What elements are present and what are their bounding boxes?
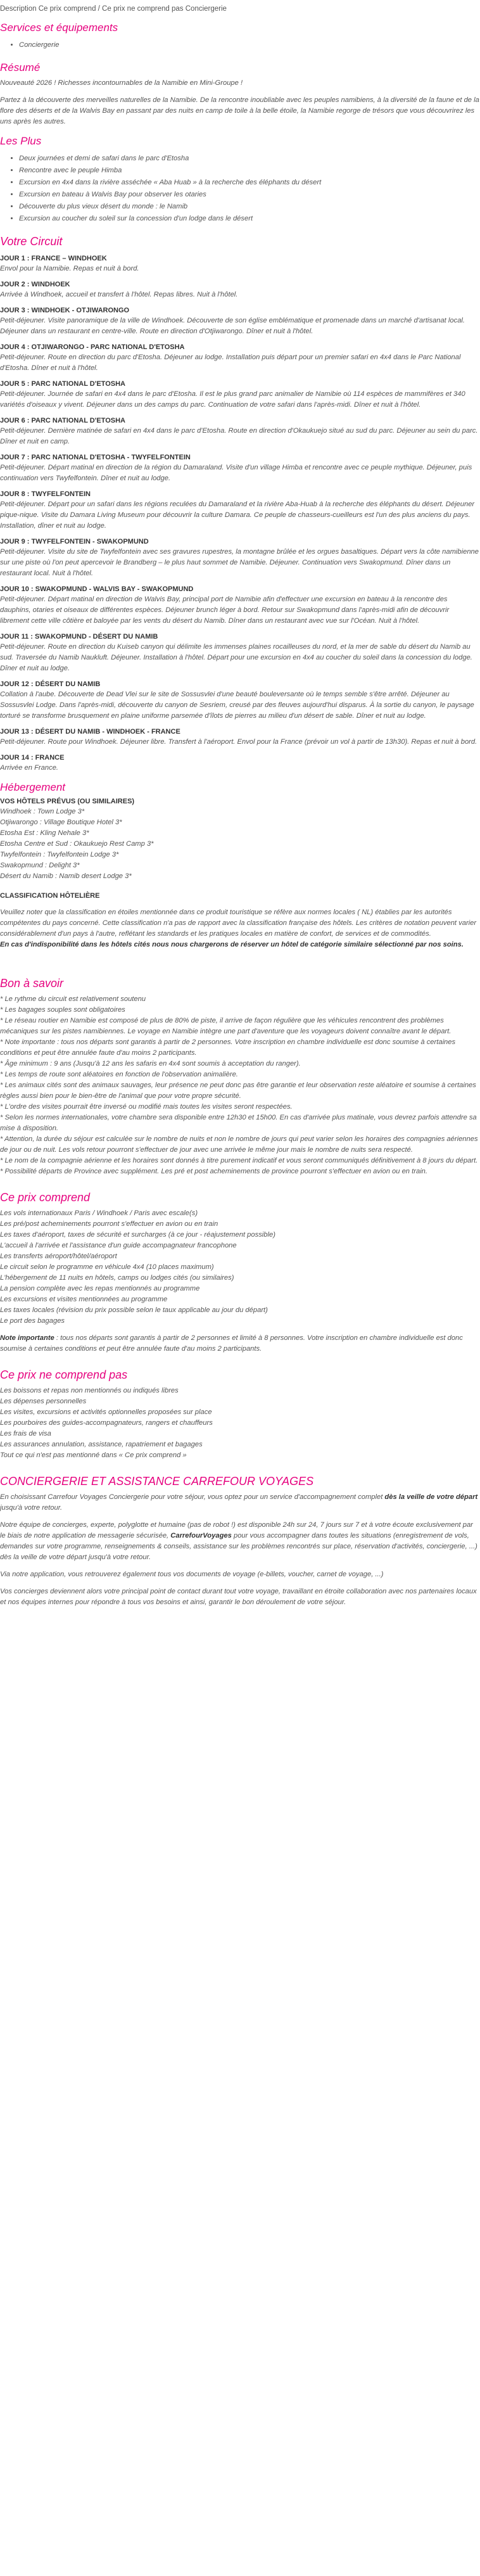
day-block [0, 454, 480, 484]
day-block [0, 255, 480, 274]
day-title: JOUR 8 : TWYFELFONTEIN [0, 490, 91, 498]
day-text: Petit-déjeuner. Route en direction du Kuiseb canyon qui délimite les immenses plaines rocailleuses du nord, et la mer de sable du désert du Namib au sud. Traversée du Namib Naukluft. Déjeuner. Installation à l'hôtel. Départ pour une excursion en 4x4 au coucher du soleil dans la concession du lodge. Dîner et nuit au lodge. [0, 643, 472, 672]
comprend-item: L'hébergement de 11 nuits en hôtels, camps ou lodges cités (ou similaires) [0, 1274, 234, 1282]
day-block [0, 728, 480, 748]
hotel-item: Windhoek : Town Lodge 3* [0, 808, 85, 815]
bon-a-savoir-item: * Note importante : tous nos départs sont garantis à partir de 2 personnes. Votre inscription en chambre individuelle est donc soumise à certaines conditions et peut être annulée faute d'au moins 2 participants. [0, 1038, 456, 1057]
ne-comprend-pas-item: Tout ce qui n'est pas mentionné dans « Ce prix comprend » [0, 1451, 187, 1459]
conciergerie-p1 [0, 1492, 480, 1514]
conciergerie-p1-c: jusqu'à votre retour. [0, 1504, 63, 1512]
hotel-item: Désert du Namib : Namib desert Lodge 3* [0, 872, 132, 880]
conciergerie-p4: Vos concierges deviennent alors votre principal point de contact durant tout votre voyage, travaillant en étroite collaboration avec nos partenaires locaux et nos équipes internes pour répondre à tous vos besoins et ainsi, garantir le bon déroulement de votre séjour. [0, 1588, 477, 1606]
conciergerie-p1-b: dès la veille de votre départ [384, 1493, 478, 1501]
day-block [0, 538, 480, 579]
resume-text [0, 78, 480, 127]
bon-a-savoir-list [0, 994, 480, 1177]
bon-a-savoir-title: Bon à savoir [0, 977, 64, 990]
hotels-list [0, 807, 480, 882]
hotel-item: Swakopmund : Delight 3* [0, 862, 80, 869]
comprend-item: La pension complète avec les repas mentionnés au programme [0, 1285, 200, 1292]
resume-line-3: Partez à la découverte des merveilles naturelles de la Namibie. De la rencontre inoubliable avec les peuples namibiens, à la diversité de la faune et de la flore des déserts et de la Walvis Bay en passant par des nuits en camp de toile à la belle étoile, la Namibie regorge de trésors que vous découvrirez les uns après les autres. [0, 96, 479, 125]
day-block [0, 680, 480, 722]
plus-title: Les Plus [0, 135, 42, 147]
comprend-item: Les transferts aéroport/hôtel/aéroport [0, 1253, 117, 1260]
bon-a-savoir-item: * Possibilité départs de Province avec supplément. Les pré et post acheminements de province pourront s'effectuer en avion ou en train. [0, 1168, 428, 1175]
ne-comprend-pas-item: Les boissons et repas non mentionnés ou indiqués libres [0, 1387, 179, 1394]
hotels-subtitle: VOS HÔTELS PRÉVUS (OU SIMILAIRES) [0, 798, 135, 805]
day-title: JOUR 10 : SWAKOPMUND - WALVIS BAY - SWAKOPMUND [0, 585, 194, 593]
day-text: Arrivée à Windhoek, accueil et transfert à l'hôtel. Repas libres. Nuit à l'hôtel. [0, 291, 238, 298]
day-title: JOUR 7 : PARC NATIONAL D'ETOSHA - TWYFELFONTEIN [0, 454, 191, 461]
conciergerie-p2-c: pour vous accompagner dans toutes les situations (enregistrement de vols, demandes sur votre programme, renseignements & conseils, assistance sur les problèmes rencontrés sur place, réservation d'activités, conciergerie, ...) dès la veille de votre départ jusqu'à votre retour. [0, 1532, 477, 1561]
day-title: JOUR 14 : FRANCE [0, 754, 65, 762]
day-title: JOUR 12 : DÉSERT DU NAMIB [0, 680, 101, 688]
day-block [0, 633, 480, 674]
ne-comprend-pas-item: Les frais de visa [0, 1430, 51, 1438]
day-text: Petit-déjeuner. Route en direction du parc d'Etosha. Déjeuner au lodge. Installation puis départ pour un premier safari en 4x4 dans le Parc National d'Etosha. Dîner et nuit à l'hôtel. [0, 354, 461, 372]
day-block [0, 380, 480, 411]
bon-a-savoir-item: * Selon les normes internationales, votre chambre sera disponible entre 12h30 et 15h00. En cas d'arrivée plus matinale, vous devrez parfois attendre sa mise à disposition. [0, 1114, 477, 1132]
day-block [0, 417, 480, 447]
day-text: Petit-déjeuner. Journée de safari en 4x4 dans le parc d'Etosha. Il est le plus grand parc animalier de Namibie où 114 espèces de mammifères et 340 variétés d'oiseaux y vivent. Déjeuner dans un des camps du parc. Continuation de votre safari dans l'après-midi. Dîner et nuit à l'hôtel. [0, 390, 465, 409]
ne-comprend-pas-item: Les visites, excursions et activités optionnelles proposées sur place [0, 1408, 212, 1416]
services-list [0, 39, 480, 51]
resume-title: Résumé [0, 61, 41, 73]
service-item: • Conciergerie [19, 39, 480, 51]
day-title: JOUR 5 : PARC NATIONAL D'ETOSHA [0, 380, 125, 388]
day-title: JOUR 6 : PARC NATIONAL D'ETOSHA [0, 417, 125, 424]
day-text: Arrivée en France. [0, 764, 59, 772]
classification-bold-text: En cas d'indisponibilité dans les hôtels cités nous nous chargerons de réserver un hôtel de catégorie similaire sélectionné par nos soins. [0, 941, 464, 948]
conciergerie-title: CONCIERGERIE ET ASSISTANCE CARREFOUR VOYAGES [0, 1475, 314, 1488]
bon-a-savoir-item: * Âge minimum : 9 ans (Jusqu'à 12 ans les safaris en 4x4 sont soumis à acceptation du ranger). [0, 1060, 301, 1068]
classification-bold [0, 940, 480, 950]
ne-comprend-pas-item: Les assurances annulation, assistance, rapatriement et bagages [0, 1441, 203, 1448]
note-importante-text: : tous nos départs sont garantis à partir de 2 personnes et limité à 8 personnes. Votre inscription en chambre individuelle est donc soumise à certaines conditions et peut être annulée faute d'au moins 2 participants. [0, 1334, 463, 1353]
plus-list [0, 153, 480, 225]
comprend-item: Les pré/post acheminements pourront s'effectuer en avion ou en train [0, 1220, 218, 1228]
bon-a-savoir-item: * Les bagages souples sont obligatoires [0, 1006, 125, 1014]
day-title: JOUR 3 : WINDHOEK - OTJIWARONGO [0, 307, 130, 314]
bon-a-savoir-item: * Le nom de la compagnie aérienne et les horaires sont donnés à titre purement indicatif et vous seront communiqués définitivement à 8 jours du départ. [0, 1157, 478, 1164]
day-text: Envol pour la Namibie. Repas et nuit à bord. [0, 265, 139, 272]
bon-a-savoir-item: * Attention, la durée du séjour est calculée sur le nombre de nuits et non le nombre de jours qui peut varier selon les horaires des compagnies aériennes de jour ou de nuit. Les vols retour pourront s'effectuer de jour avec une arrivée le même jour mais le nombre de nuits sera respecté. [0, 1135, 478, 1154]
plus-item: • Excursion au coucher du soleil sur la concession d'un lodge dans le désert [19, 213, 480, 225]
circuit-days [0, 255, 480, 774]
plus-item: • Excursion en 4x4 dans la rivière asséchée « Aba Huab » à la recherche des éléphants du désert [19, 177, 480, 189]
day-text: Petit-déjeuner. Dernière matinée de safari en 4x4 dans le parc d'Etosha. Route en direction d'Okaukuejo situé au sud du parc. Déjeuner au sein du parc. Dîner et nuit en camp. [0, 427, 478, 445]
services-title: Services et équipements [0, 22, 118, 34]
ce-prix-comprend-title: Ce prix comprend [0, 1191, 91, 1204]
conciergerie-p2 [0, 1520, 480, 1563]
note-importante-label: Note importante [0, 1334, 54, 1342]
bon-a-savoir-item: * Les temps de route sont aléatoires en fonction de l'observation animalière. [0, 1071, 238, 1078]
day-title: JOUR 9 : TWYFELFONTEIN - SWAKOPMUND [0, 538, 149, 545]
comprend-item: Les taxes d'aéroport, taxes de sécurité et surcharges (à ce jour - réajustement possible) [0, 1231, 275, 1239]
day-block [0, 343, 480, 374]
conciergerie-p3: Via notre application, vous retrouverez également tous vos documents de voyage (e-billets, voucher, carnet de voyage, ...) [0, 1571, 384, 1578]
day-text: Petit-déjeuner. Départ matinal en direction de la région du Damaraland. Visite d'un village Himba et rencontre avec ce peuple mythique. Déjeuner, puis continuation vers Twyfelfontein. Dîner et nuit au lodge. [0, 464, 472, 482]
plus-item: • Deux journées et demi de safari dans le parc d'Etosha [19, 153, 480, 165]
ne-comprend-pas-item: Les pourboires des guides-accompagnateurs, rangers et chauffeurs [0, 1419, 213, 1427]
comprend-item: Les excursions et visites mentionnées au programme [0, 1296, 168, 1303]
comprend-item: L'accueil à l'arrivée et l'assistance d'un guide accompagnateur francophone [0, 1242, 237, 1249]
classification-text: Veuillez noter que la classification en étoiles mentionnée dans ce produit touristique se réfère aux normes locales ( NL) établies par les autorités compétentes du pays concerné. Cette classification n'a pas de rapport avec la classification française des hôtels. Les critères de notation peuvent varier considérablement d'un pays à l'autre, reflétant les standards et les pratiques locales en matière de confort, de services et de commodités. [0, 909, 477, 938]
day-title: JOUR 13 : DÉSERT DU NAMIB - WINDHOEK - FRANCE [0, 728, 180, 736]
day-text: Petit-déjeuner. Départ pour un safari dans les régions reculées du Damaraland et la rivière Aba-Huab à la recherche des éléphants du désert. Déjeuner pique-nique. Visite du Damara Living Museum pour découvrir la culture Damara. Ce peuple de chasseurs-cueilleurs est l'un des plus anciens du pays. Installation, dîner et nuit au lodge. [0, 501, 475, 530]
bon-a-savoir-item: * Le rythme du circuit est relativement soutenu [0, 995, 146, 1003]
plus-item: • Excursion en bateau à Walvis Bay pour observer les otaries [19, 189, 480, 201]
day-block [0, 754, 480, 774]
comprend-item: Les vols internationaux Paris / Windhoek / Paris avec escale(s) [0, 1209, 198, 1217]
comprend-item: Le circuit selon le programme en véhicule 4x4 (10 places maximum) [0, 1263, 214, 1271]
day-title: JOUR 11 : SWAKOPMUND - DÉSERT DU NAMIB [0, 633, 158, 641]
hotel-item: Etosha Est : Kling Nehale 3* [0, 829, 89, 837]
note-importante [0, 1333, 480, 1355]
day-block [0, 281, 480, 300]
ce-prix-comprend-list [0, 1208, 480, 1327]
ne-comprend-pas-item: Les dépenses personnelles [0, 1398, 87, 1405]
bon-a-savoir-item: * L'ordre des visites pourrait être inversé ou modifié mais toutes les visites seront respectées. [0, 1103, 293, 1111]
day-title: JOUR 4 : OTJIWARONGO - PARC NATIONAL D'ETOSHA [0, 343, 185, 351]
resume-line-1: Nouveauté 2026 ! Richesses incontournables de la Namibie en Mini-Groupe ! [0, 79, 243, 87]
bon-a-savoir-item: * Les animaux cités sont des animaux sauvages, leur présence ne peut donc pas être garantie et leur observation reste aléatoire et soumise à certaines règles aussi bien pour le bien-être de l'animal que pour votre propre sécurité. [0, 1081, 476, 1100]
plus-item: • Rencontre avec le peuple Himba [19, 165, 480, 177]
day-block [0, 490, 480, 532]
hotel-item: Otjiwarongo : Village Boutique Hotel 3* [0, 819, 122, 826]
day-title: JOUR 2 : WINDHOEK [0, 281, 70, 288]
circuit-title: Votre Circuit [0, 235, 63, 248]
ne-comprend-pas-list [0, 1386, 480, 1461]
day-text: Petit-déjeuner. Départ matinal en direction de Walvis Bay, principal port de Namibie afin d'effectuer une excursion en bateau à la rencontre des dauphins, otaries et oiseaux de différentes espèces. Déjeuner brunch léger à bord. Retour sur Swakopmund dans l'après-midi afin de découvrir librement cette ville côtière et baloyée par les vents du désert du Namib. Dîner dans un restaurant avec vue sur l'Océan. Nuit à l'hôtel. [0, 596, 450, 625]
day-text: Petit-déjeuner. Visite panoramique de la ville de Windhoek. Découverte de son église emblématique et promenade dans un marché d'artisanat local. Déjeuner dans un restaurant en centre-ville. Route en direction d'Otjiwarongo. Dîner et nuit à l'hôtel. [0, 317, 465, 335]
plus-item: • Découverte du plus vieux désert du monde : le Namib [19, 201, 480, 213]
day-text: Petit-déjeuner. Route pour Windhoek. Déjeuner libre. Transfert à l'aéroport. Envol pour la France (prévoir un vol à partir de 13h30). Repas et nuit à bord. [0, 738, 477, 746]
conciergerie-p2-b: CarrefourVoyages [170, 1532, 232, 1540]
day-block [0, 307, 480, 337]
hotel-item: Etosha Centre et Sud : Okaukuejo Rest Camp 3* [0, 840, 154, 848]
conciergerie-p1-a: En choisissant Carrefour Voyages Conciergerie pour votre séjour, vous optez pour un service d'accompagnement complet [0, 1493, 385, 1501]
comprend-item: Les taxes locales (révision du prix possible selon le taux applicable au jour du départ) [0, 1306, 268, 1314]
day-title: JOUR 1 : FRANCE – WINDHOEK [0, 255, 107, 262]
hebergement-title: Hébergement [0, 781, 66, 793]
tabs-line[interactable]: Description Ce prix comprend / Ce prix ne comprend pas Conciergerie [0, 5, 227, 13]
day-text: Collation à l'aube. Découverte de Dead Vlei sur le site de Sossusvlei d'une beauté bouleversante où le temps semble s'être arrêté. Déjeuner au Sossusvlei Lodge. Dans l'après-midi, découverte du canyon de Sesriem, creusé par des fleuves aujourd'hui disparus. À la sortie du canyon, le paysage torturé se transforme brusquement en plaine uniforme parsemée d'îlots de pierres au milieu d'un désert de sable. Dîner et nuit au lodge. [0, 691, 474, 720]
day-block [0, 585, 480, 627]
hotel-item: Twyfelfontein : Twyfelfontein Lodge 3* [0, 851, 119, 858]
bon-a-savoir-item: * Le réseau routier en Namibie est composé de plus de 80% de piste, il arrive de façon régulière que les véhicules rencontrent des problèmes mécaniques sur les pistes namibiennes. Le voyage en Namibie intègre une part d'aventure que les voyageurs doivent connaître avant le départ. [0, 1017, 452, 1035]
classification-title: CLASSIFICATION HÔTELIÈRE [0, 892, 100, 900]
conciergerie-p2-a: Notre équipe de concierges, experte, polyglotte et humaine (pas de robot !) est disponible 24h sur 24, 7 jours sur 7 et à votre écoute exclusivement par le biais de notre application de messagerie sécurisée, [0, 1521, 473, 1540]
day-text: Petit-déjeuner. Visite du site de Twyfelfontein avec ses gravures rupestres, la montagne brûlée et les orgues basaltiques. Départ vers la côte namibienne sur une piste où l'on peut apercevoir le Brandberg – le plus haut sommet de Namibie. Déjeuner. Continuation vers Swakopmund. Dîner dans un restaurant local. Nuit à l'hôtel. [0, 548, 479, 577]
ne-comprend-pas-title: Ce prix ne comprend pas [0, 1368, 128, 1381]
comprend-item: Le port des bagages [0, 1317, 65, 1325]
